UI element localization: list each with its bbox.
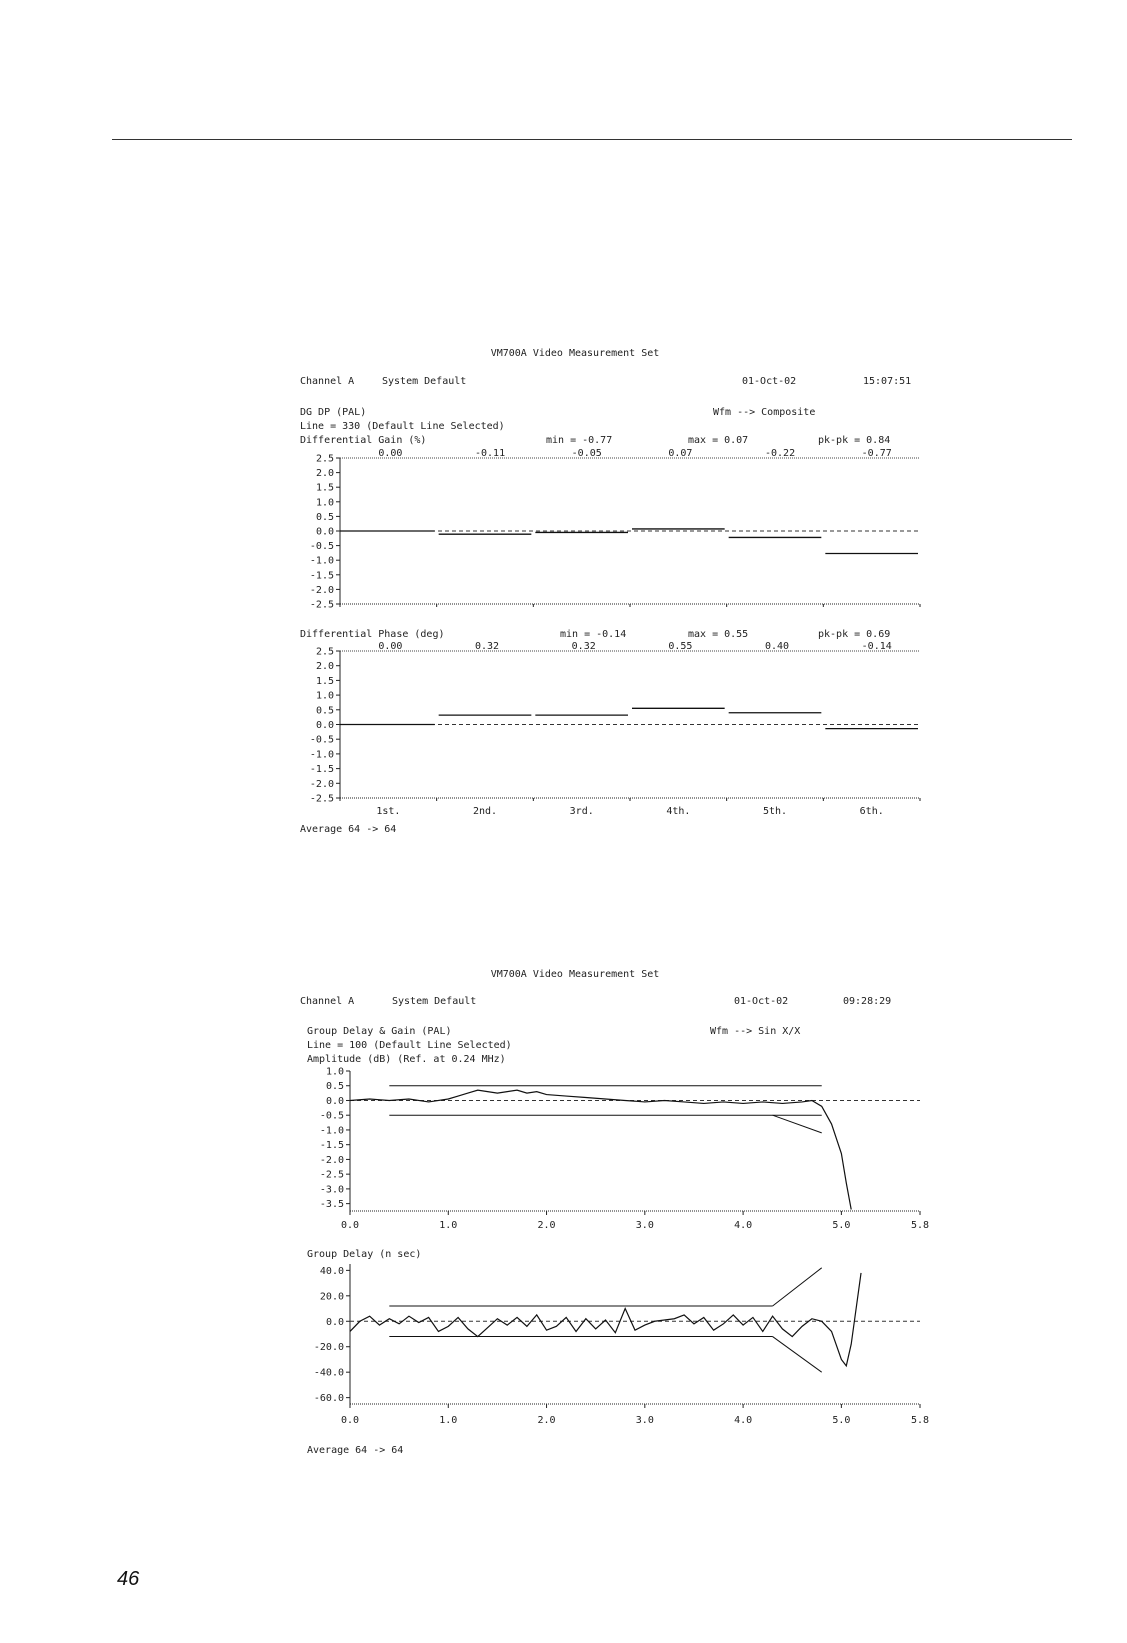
dgdp-line-info: Line = 330 (Default Line Selected)	[300, 421, 505, 432]
packet-label: 5th.	[763, 806, 788, 817]
gd-xtick-label: 2.0	[537, 1415, 556, 1426]
dp-packet-value: 0.55	[668, 641, 693, 652]
dg-packet-value: -0.22	[765, 448, 796, 459]
dg-pkpk: pk-pk = 0.84	[818, 435, 891, 446]
dg-ytick-label: 1.5	[315, 482, 334, 494]
dp-ytick-label: -2.5	[309, 793, 334, 805]
dg-packet-value: -0.05	[571, 448, 602, 459]
dp-min: min = -0.14	[560, 629, 627, 640]
amp-ytick-label: 0.5	[325, 1081, 344, 1093]
dgdp-waveform: Wfm --> Composite	[713, 407, 816, 418]
dp-packet-value: -0.14	[861, 641, 892, 652]
amplitude-panel	[320, 1067, 929, 1232]
amp-xtick-label: 2.0	[537, 1220, 556, 1231]
packet-labels	[376, 806, 883, 817]
dp-ytick-label: 0.5	[315, 705, 334, 717]
dgdp-average: Average 64 -> 64	[300, 824, 397, 835]
dp-packet-value: 0.00	[378, 641, 403, 652]
amp-ylabel: Amplitude (dB) (Ref. at 0.24 MHz)	[307, 1054, 506, 1065]
dp-ytick-label: -2.0	[309, 778, 334, 790]
dg-ytick-label: 1.0	[315, 497, 334, 509]
gd-ylabel: Group Delay (n sec)	[307, 1249, 422, 1260]
gdg-setup: System Default	[392, 996, 477, 1007]
dp-ytick-label: 1.5	[315, 675, 334, 687]
group-delay-panel	[314, 1264, 929, 1426]
gdg-time: 09:28:29	[843, 996, 892, 1007]
dp-panel	[310, 641, 920, 805]
dp-ytick-label: 0.0	[315, 720, 334, 731]
gdg-channel: Channel A	[300, 996, 355, 1007]
dp-ytick-label: 1.0	[315, 690, 334, 702]
gdg-instrument-title: VM700A Video Measurement Set	[490, 969, 660, 980]
dp-max: max = 0.55	[688, 629, 749, 640]
gd-ytick-label: 20.0	[319, 1291, 344, 1303]
dp-packet-value: 0.32	[571, 641, 596, 652]
gd-xtick-label: 1.0	[439, 1415, 458, 1426]
gd-trace	[350, 1273, 861, 1366]
dg-ytick-label: -1.0	[309, 555, 334, 567]
dp-ytick-label: -1.0	[309, 749, 334, 761]
dg-panel	[310, 448, 920, 611]
dgdp-channel: Channel A	[300, 376, 355, 387]
dg-packet-value: -0.77	[861, 448, 892, 459]
gdg-date: 01-Oct-02	[734, 996, 789, 1007]
amp-ytick-label: 0.0	[325, 1095, 344, 1107]
packet-label: 6th.	[859, 806, 884, 817]
gdg-line-info: Line = 100 (Default Line Selected)	[307, 1040, 512, 1051]
gd-ytick-label: -20.0	[313, 1342, 344, 1354]
gd-lower-flare	[773, 1337, 822, 1373]
dp-ytick-label: 2.5	[315, 646, 334, 658]
gdg-measurement: Group Delay & Gain (PAL)	[307, 1026, 452, 1037]
dg-packet-value: -0.11	[475, 448, 506, 459]
packet-label: 1st.	[376, 806, 401, 817]
gdg-chart	[300, 969, 929, 1456]
gdg-waveform: Wfm --> Sin X/X	[710, 1026, 801, 1037]
amp-ytick-label: -1.5	[319, 1140, 344, 1152]
dp-pkpk: pk-pk = 0.69	[818, 629, 891, 640]
dg-ytick-label: 2.5	[315, 453, 334, 465]
gd-upper-flare	[773, 1268, 822, 1306]
gd-ytick-label: 0.0	[325, 1316, 344, 1328]
dg-ytick-label: 2.0	[315, 468, 334, 480]
dg-packet-value: 0.07	[668, 448, 693, 459]
gd-ytick-label: -40.0	[313, 1367, 344, 1379]
gd-xtick-label: 3.0	[635, 1415, 654, 1426]
gd-ytick-label: -60.0	[313, 1393, 344, 1405]
dg-ytick-label: -2.0	[309, 584, 334, 596]
amp-xtick-label: 0.0	[340, 1220, 360, 1231]
dg-packet-value: 0.00	[378, 448, 403, 459]
dg-ytick-label: -1.5	[309, 570, 334, 582]
dg-ytick-label: -2.5	[309, 599, 334, 611]
packet-label: 4th.	[666, 806, 691, 817]
dgdp-measurement: DG DP (PAL)	[300, 407, 367, 418]
gd-xtick-label: 4.0	[734, 1415, 753, 1426]
gdg-average: Average 64 -> 64	[307, 1445, 404, 1456]
dg-ytick-label: 0.5	[315, 511, 334, 523]
amp-trace	[350, 1090, 851, 1209]
amp-ytick-label: 1.0	[325, 1066, 344, 1078]
amp-lower-rolloff	[773, 1115, 822, 1133]
dg-min: min = -0.77	[546, 435, 613, 446]
amp-xtick-label: 5.8	[910, 1220, 930, 1231]
dp-ytick-label: 2.0	[315, 661, 334, 673]
amp-ytick-label: -3.0	[319, 1184, 344, 1196]
dp-ylabel: Differential Phase (deg)	[300, 629, 445, 640]
dg-max: max = 0.07	[688, 435, 749, 446]
page-number: 46	[117, 1568, 140, 1590]
gd-ytick-label: 40.0	[319, 1265, 344, 1277]
dp-ytick-label: -1.5	[309, 764, 334, 776]
amp-ytick-label: -2.5	[319, 1169, 344, 1181]
dp-packet-value: 0.32	[475, 641, 500, 652]
gd-xtick-label: 5.8	[910, 1415, 930, 1426]
amp-ytick-label: -1.0	[319, 1125, 344, 1137]
dgdp-setup: System Default	[382, 376, 467, 387]
amp-xtick-label: 3.0	[635, 1220, 654, 1231]
dp-ytick-label: -0.5	[309, 734, 334, 746]
dgdp-chart	[300, 348, 920, 835]
dgdp-time: 15:07:51	[863, 376, 912, 387]
amp-xtick-label: 4.0	[734, 1220, 753, 1231]
amp-ytick-label: -0.5	[319, 1110, 344, 1122]
dg-ytick-label: -0.5	[309, 541, 334, 553]
dg-ylabel: Differential Gain (%)	[300, 435, 427, 446]
dg-ytick-label: 0.0	[315, 526, 334, 538]
amp-ytick-label: -2.0	[319, 1154, 344, 1166]
gd-xtick-label: 0.0	[340, 1415, 360, 1426]
packet-label: 2nd.	[473, 806, 498, 817]
gd-xtick-label: 5.0	[832, 1415, 851, 1426]
amp-xtick-label: 1.0	[439, 1220, 458, 1231]
dp-packet-value: 0.40	[765, 641, 790, 652]
packet-label: 3rd.	[569, 806, 594, 817]
amp-xtick-label: 5.0	[832, 1220, 851, 1231]
dgdp-instrument-title: VM700A Video Measurement Set	[490, 348, 660, 359]
amp-ytick-label: -3.5	[319, 1199, 344, 1211]
dgdp-date: 01-Oct-02	[742, 376, 797, 387]
